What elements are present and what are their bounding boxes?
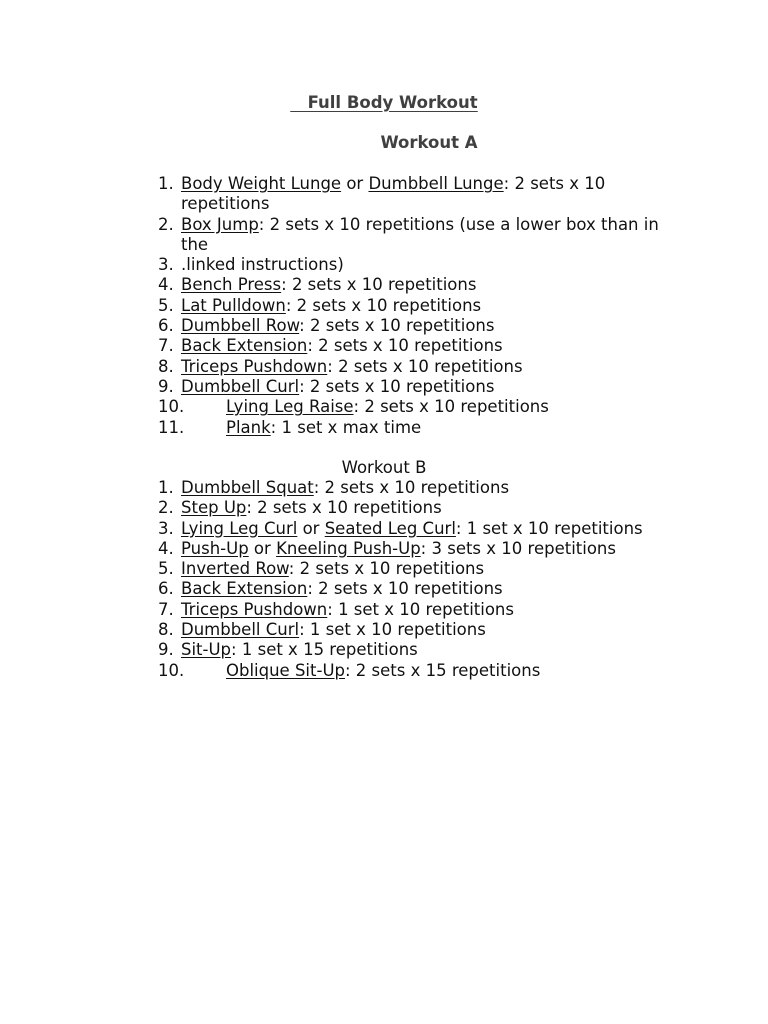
exercise-link[interactable]: Lat Pulldown: [181, 295, 286, 315]
document-title: [0, 92, 768, 114]
list-item: [158, 275, 678, 295]
item-number: 8.: [158, 620, 174, 640]
exercise-link[interactable]: Box Jump: [181, 214, 259, 234]
exercise-link[interactable]: Oblique Sit-Up: [226, 660, 345, 680]
list-item: [158, 661, 678, 681]
document-title-text: Full Body Workout: [307, 93, 478, 112]
exercise-link[interactable]: Body Weight Lunge: [181, 174, 342, 193]
item-number: 2.: [158, 214, 174, 234]
list-item: [158, 539, 678, 559]
list-item: [158, 519, 678, 539]
exercise-link[interactable]: Triceps Pushdown: [181, 599, 328, 619]
item-number: 3.: [158, 255, 174, 275]
workout-b-heading: Workout B: [341, 458, 427, 477]
item-number: 6.: [158, 579, 174, 599]
item-text: : 2 sets x 10 repetitions: [281, 275, 477, 295]
item-text: : 2 sets x 10 repetitions (use a lower box than in the: [181, 214, 659, 254]
item-number: 5.: [158, 559, 174, 579]
list-item: [158, 418, 678, 438]
list-item: [158, 600, 678, 620]
item-text: : 2 sets x 10 repetitions: [285, 295, 482, 315]
exercise-link[interactable]: Plank: [226, 417, 271, 437]
item-text: : 2 sets x 15 repetitions: [345, 660, 541, 680]
item-number: 5.: [158, 295, 174, 315]
workout-b-list: [158, 478, 678, 681]
exercise-link[interactable]: Step Up: [181, 498, 247, 518]
list-item: [158, 215, 678, 256]
item-text: : 2 sets x 10 repetitions: [307, 336, 503, 356]
item-number: 6.: [158, 316, 174, 336]
exercise-link[interactable]: Lying Leg Raise: [226, 397, 354, 417]
item-text: : 2 sets x 10 repetitions: [299, 376, 495, 396]
item-number: 7.: [158, 336, 174, 356]
item-text: : 2 sets x 10 repetitions: [307, 579, 503, 599]
exercise-link[interactable]: Inverted Row: [181, 559, 289, 579]
item-text: .linked instructions): [181, 255, 344, 275]
item-text: : 2 sets x 10 repetitions: [353, 397, 549, 417]
exercise-link[interactable]: Dumbbell Curl: [181, 620, 300, 640]
item-text: : 1 set x 10 repetitions: [455, 518, 643, 538]
item-text: : 2 sets x 10 repetitions: [181, 174, 606, 214]
exercise-link[interactable]: Triceps Pushdown: [181, 356, 328, 376]
exercise-link[interactable]: Seated Leg Curl: [324, 518, 456, 538]
item-text: : 1 set x max time: [270, 417, 422, 437]
item-number: 10.: [158, 397, 185, 417]
item-number: 9.: [158, 640, 174, 660]
list-item: [158, 336, 678, 356]
list-item: [158, 357, 678, 377]
exercise-link[interactable]: Dumbbell Squat: [181, 478, 314, 497]
item-number: 9.: [158, 376, 174, 396]
item-number: 8.: [158, 356, 174, 376]
list-item: [158, 296, 678, 316]
list-item: [158, 316, 678, 336]
item-number: 7.: [158, 599, 174, 619]
item-text: : 2 sets x 10 repetitions: [327, 356, 523, 376]
item-number: 10.: [158, 660, 185, 680]
item-number: 1.: [158, 174, 174, 193]
list-item: [158, 620, 678, 640]
list-item: [158, 579, 678, 599]
exercise-link[interactable]: Push-Up: [181, 538, 249, 558]
item-number: 11.: [158, 417, 185, 437]
item-text: or: [248, 538, 277, 558]
exercise-link[interactable]: Dumbbell Curl: [181, 376, 300, 396]
exercise-link[interactable]: Kneeling Push-Up: [276, 538, 421, 558]
workout-a-heading: Workout A: [380, 133, 478, 152]
list-item: [158, 640, 678, 660]
exercise-link[interactable]: Dumbbell Lunge: [368, 174, 504, 193]
item-text: : 1 set x 15 repetitions: [231, 640, 418, 660]
item-number: 2.: [158, 498, 174, 518]
item-number: 1.: [158, 478, 174, 497]
item-text: or: [297, 518, 325, 538]
item-number: 3.: [158, 518, 174, 538]
workout-a-list: [158, 174, 678, 438]
list-item: [158, 255, 678, 275]
exercise-link[interactable]: Bench Press: [181, 275, 282, 295]
list-item: [158, 397, 678, 417]
list-item: [158, 478, 678, 498]
item-text: : 1 set x 10 repetitions: [327, 599, 514, 619]
list-item: [158, 174, 678, 215]
item-text: : 1 set x 10 repetitions: [299, 620, 486, 640]
list-item: [158, 498, 678, 518]
exercise-link[interactable]: Back Extension: [181, 336, 308, 356]
item-text: : 3 sets x 10 repetitions: [420, 538, 616, 558]
item-text: or: [341, 174, 369, 193]
item-number: 4.: [158, 275, 174, 295]
exercise-link[interactable]: Lying Leg Curl: [181, 518, 298, 538]
list-item: [158, 377, 678, 397]
exercise-link[interactable]: Sit-Up: [181, 640, 232, 660]
item-text: : 2 sets x 10 repetitions: [246, 498, 442, 518]
item-number: 4.: [158, 538, 174, 558]
item-text: : 2 sets x 10 repetitions: [299, 316, 495, 336]
list-item: [158, 559, 678, 579]
exercise-link[interactable]: Dumbbell Row: [181, 316, 300, 336]
item-text: : 2 sets x 10 repetitions: [313, 478, 510, 497]
item-text: : 2 sets x 10 repetitions: [288, 559, 485, 579]
exercise-link[interactable]: Back Extension: [181, 579, 308, 599]
